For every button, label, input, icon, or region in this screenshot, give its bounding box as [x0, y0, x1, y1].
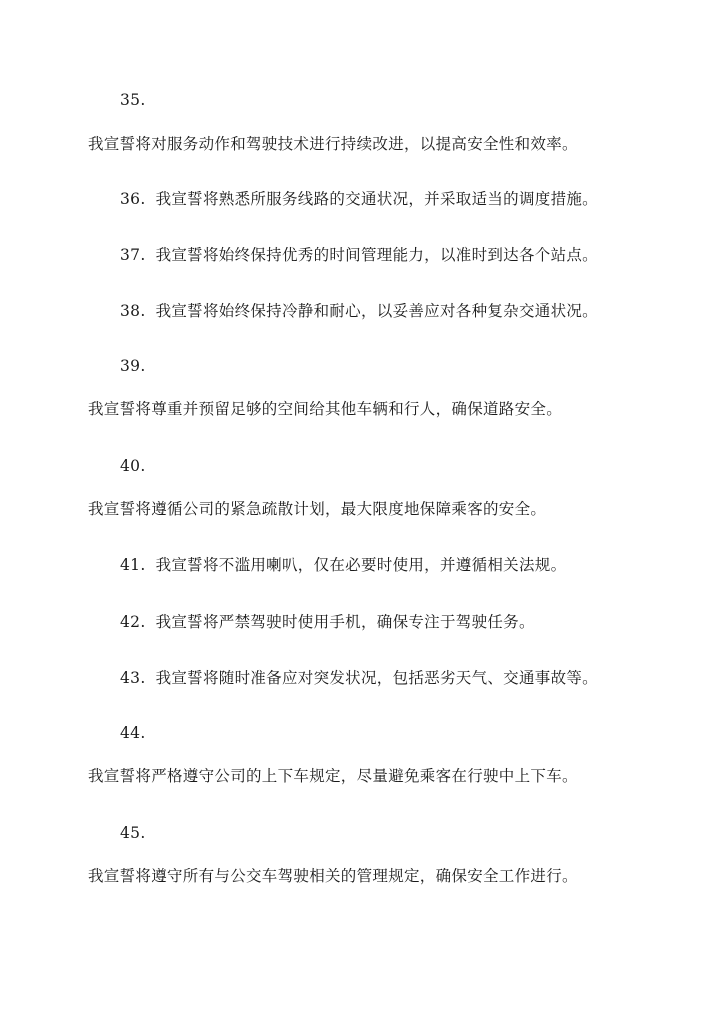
- item-number-40: 40.: [120, 457, 146, 475]
- item-36: [120, 189, 598, 209]
- item-41: [120, 555, 566, 575]
- item-text-42: 我宣誓将严禁驾驶时使用手机，确保专注于驾驶任务。: [155, 613, 535, 631]
- item-number-36: 36.: [120, 190, 146, 208]
- item-number-37: 37.: [120, 246, 146, 264]
- item-text-40: 我宣誓将遵循公司的紧急疏散计划，最大限度地保障乘客的安全。: [88, 500, 547, 518]
- item-42: [120, 612, 535, 632]
- item-text-43: 我宣誓将随时准备应对突发状况，包括恶劣天气、交通事故等。: [155, 669, 598, 687]
- item-text-35: 我宣誓将对服务动作和驾驶技术进行持续改进，以提高安全性和效率。: [88, 135, 578, 153]
- item-number-45: 45.: [120, 824, 146, 842]
- item-number-35: 35.: [120, 91, 146, 109]
- item-37: [120, 245, 598, 265]
- item-text-44: 我宣誓将严格遵守公司的上下车规定，尽量避免乘客在行驶中上下车。: [88, 767, 578, 785]
- item-number-44: 44.: [120, 724, 146, 742]
- item-number-39: 39.: [120, 357, 146, 375]
- item-43: [120, 668, 598, 688]
- item-38: [120, 301, 598, 321]
- item-number-43: 43.: [120, 669, 146, 687]
- item-text-45: 我宣誓将遵守所有与公交车驾驶相关的管理规定，确保安全工作进行。: [88, 867, 578, 885]
- item-text-41: 我宣誓将不滥用喇叭，仅在必要时使用，并遵循相关法规。: [155, 556, 567, 574]
- item-text-38: 我宣誓将始终保持冷静和耐心，以妥善应对各种复杂交通状况。: [155, 302, 598, 320]
- item-number-42: 42.: [120, 613, 146, 631]
- item-text-36: 我宣誓将熟悉所服务线路的交通状况，并采取适当的调度措施。: [155, 190, 598, 208]
- item-number-41: 41.: [120, 556, 146, 574]
- item-text-39: 我宣誓将尊重并预留足够的空间给其他车辆和行人，确保道路安全。: [88, 400, 563, 418]
- item-number-38: 38.: [120, 302, 146, 320]
- item-text-37: 我宣誓将始终保持优秀的时间管理能力，以准时到达各个站点。: [155, 246, 598, 264]
